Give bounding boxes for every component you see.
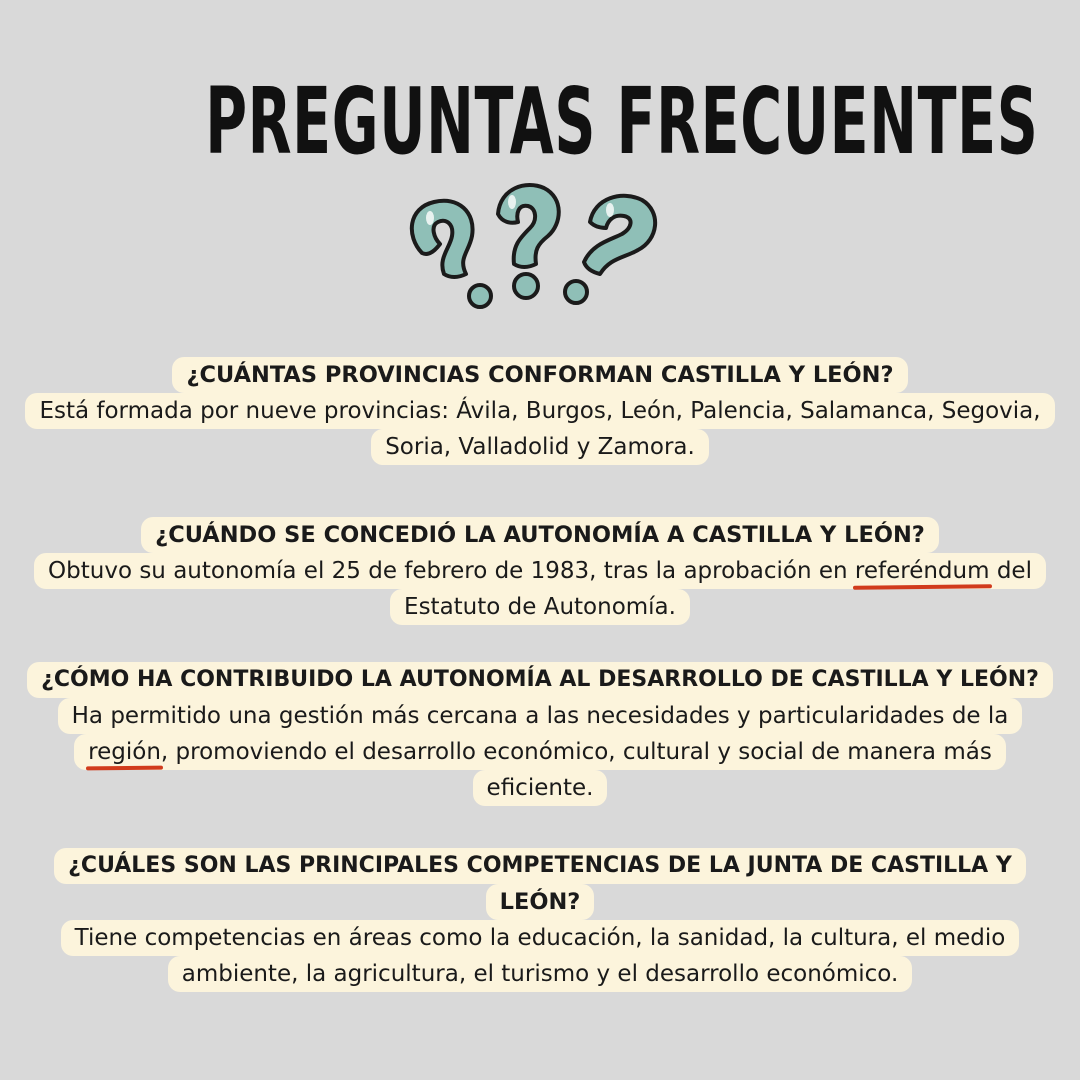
faq-item-2: [0, 517, 1080, 625]
faq-question: ¿CUÁNTAS PROVINCIAS CONFORMAN CASTILLA Y LEÓN?: [172, 357, 907, 393]
faq-item-1: [0, 357, 1080, 465]
page-title: PREGUNTAS FRECUENTES: [205, 68, 1039, 175]
faq-question: ¿CUÁLES SON LAS PRINCIPALES COMPETENCIAS DE LA JUNTA DE CASTILLA Y: [54, 848, 1026, 884]
faq-answer-line: Soria, Valladolid y Zamora.: [371, 429, 709, 465]
underlined-word: referéndum: [855, 553, 990, 589]
faq-answer-line: región, promoviendo el desarrollo económico, cultural y social de manera más: [74, 734, 1006, 770]
faq-answer-line: eficiente.: [473, 770, 608, 806]
faq-item-4: [0, 848, 1080, 992]
question-marks-illustration: [400, 178, 670, 313]
question-mark-icon: [498, 185, 559, 298]
faq-answer-line: Está formada por nueve provincias: Ávila, Burgos, León, Palencia, Salamanca, Segovia,: [25, 393, 1054, 429]
faq-answer-line: ambiente, la agricultura, el turismo y el desarrollo económico.: [168, 956, 913, 992]
faq-answer-line: Tiene competencias en áreas como la educación, la sanidad, la cultura, el medio: [61, 920, 1020, 956]
faq-question: ¿CUÁNDO SE CONCEDIÓ LA AUTONOMÍA A CASTILLA Y LEÓN?: [141, 517, 939, 553]
faq-question: LEÓN?: [486, 884, 595, 920]
faq-answer-line: Estatuto de Autonomía.: [390, 589, 690, 625]
faq-item-3: [0, 662, 1080, 806]
faq-answer-line: Ha permitido una gestión más cercana a las necesidades y particularidades de la: [58, 698, 1023, 734]
faq-question: ¿CÓMO HA CONTRIBUIDO LA AUTONOMÍA AL DESARROLLO DE CASTILLA Y LEÓN?: [27, 662, 1053, 698]
question-mark-icon: [412, 201, 491, 307]
faq-answer-line: Obtuvo su autonomía el 25 de febrero de 1983, tras la aprobación en referéndum del: [34, 553, 1046, 589]
underlined-word: región: [88, 734, 161, 770]
